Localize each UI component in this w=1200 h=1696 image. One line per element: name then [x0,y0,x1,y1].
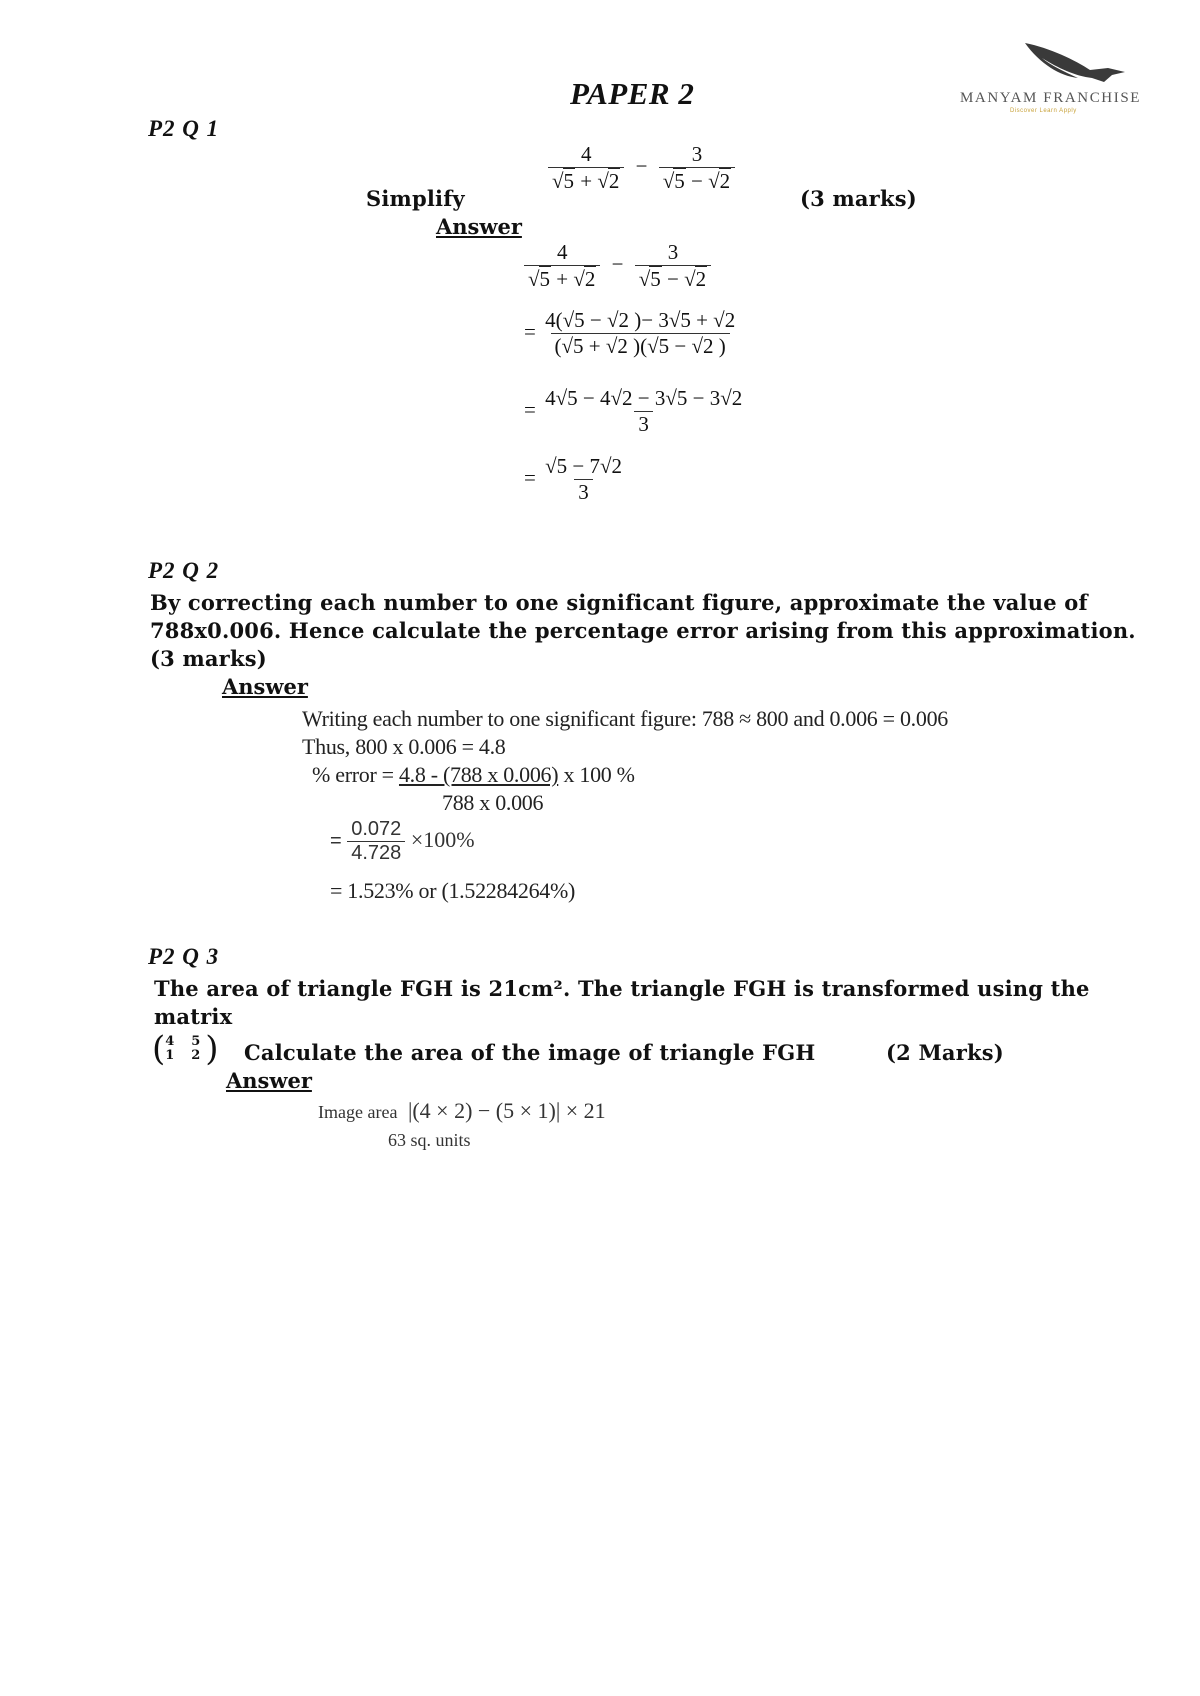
q2-answer-line3: % error = 4.8 - (788 x 0.006) x 100 % [312,762,635,787]
eagle-logo-icon [1020,38,1130,88]
numerator: 3 [691,142,703,166]
denominator: √5 − √2 [659,167,735,194]
question-label-q2: P2 Q 2 [148,558,220,583]
q2-question-line2: 788x0.006. Hence calculate the percentage error arising from this approximation. [150,618,1136,643]
logo-tagline: Discover Learn Apply [1010,108,1077,114]
fraction [659,142,735,194]
q1-step3: = $\frac{4√5 - 4√2 - 3√5 - 3√2}{3}$ [524,386,743,436]
denominator: √5 + √2 [548,167,624,194]
answer-label-q1: Answer [436,214,522,239]
q1-prompt: Simplify [366,186,465,211]
q3-question-line3: Calculate the area of the image of triangle FGH [244,1040,816,1065]
logo [960,38,1180,118]
answer-label-q3: Answer [226,1068,312,1093]
q2-answer-line4: 788 x 0.006 [442,790,544,815]
marks-q1: (3 marks) [800,186,917,211]
matrix-cell: 4 [165,1034,175,1049]
q1-step2: = $\frac{4(√5 - √2 )- 3√5 + √2}{(√5 + √2 )(√5 - √2 )}$ [524,308,736,358]
matrix-cell: 1 [165,1048,175,1063]
fraction [548,142,624,194]
matrix-cell: 5 [191,1034,201,1049]
marks-q2: (3 marks) [150,646,267,671]
q1-step4: = $\frac{√5 - 7√2}{3}$ [524,454,622,504]
q3-answer-line1: Image area |(4 × 2) − (5 × 1)| × 21 [318,1098,606,1123]
matrix-cell: 2 [191,1048,201,1063]
page-title: PAPER 2 [570,76,695,111]
answer-label-q2: Answer [222,674,308,699]
q1-step1: $\frac{4}{√5 + √2}$ − $\frac{3}{√5 - √2}$ [524,240,711,292]
q1-expression: $\frac{4}{√5 + √2}$ − $\frac{3}{√5 - √2}$ [548,142,735,194]
q2-answer-fraction: = $\frac{0.072}{4.728}$ ×100% [330,818,475,864]
logo-text: MANYAM FRANCHISE [960,90,1142,106]
transformation-matrix: ( 4 5 1 2 ) [152,1029,219,1069]
q2-answer-line2: Thus, 800 x 0.006 = 4.8 [302,734,506,759]
q2-answer-line6: = 1.523% or (1.52284264%) [330,878,576,903]
q3-question-line1: The area of triangle FGH is 21cm². The triangle FGH is transformed using the [154,976,1090,1001]
q2-question-line1: By correcting each number to one significant figure, approximate the value of [150,590,1088,615]
question-label-q1: P2 Q 1 [148,116,220,141]
q3-question-line2: matrix [154,1004,233,1029]
marks-q3: (2 Marks) [886,1040,1004,1065]
q2-answer-line1: Writing each number to one significant figure: 788 ≈ 800 and 0.006 = 0.006 [302,706,948,731]
numerator: 4 [580,142,592,166]
question-label-q3: P2 Q 3 [148,944,220,969]
q3-answer-line2: 63 sq. units [388,1130,471,1150]
